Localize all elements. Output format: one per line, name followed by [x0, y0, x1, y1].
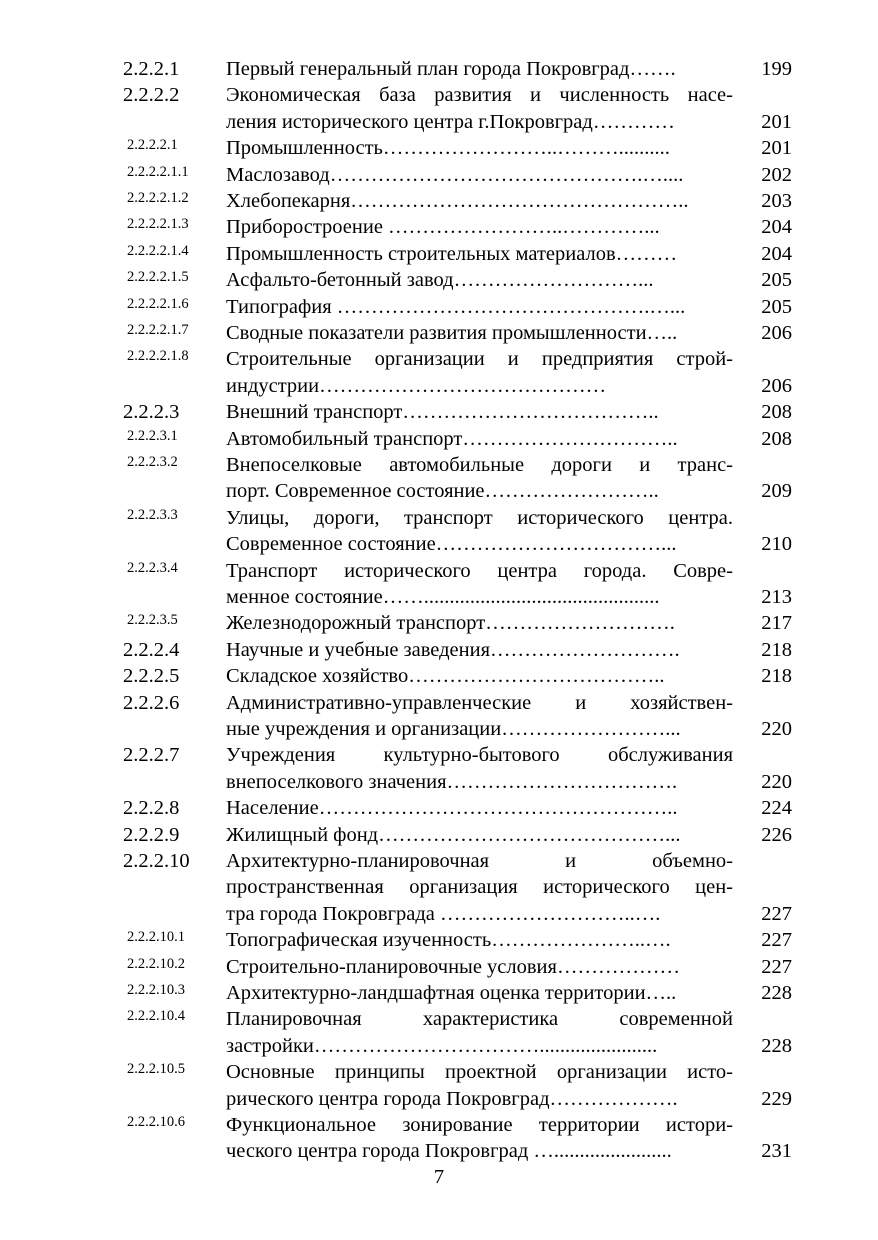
- toc-entry-title-line: Железнодорожный транспорт……………………….: [226, 612, 675, 635]
- toc-entry-number: 2.2.2.2.1.7: [127, 322, 189, 338]
- toc-entry-page: 227: [761, 955, 792, 978]
- toc-entry-title: [226, 610, 733, 636]
- toc-entry-title: [226, 742, 733, 795]
- toc-entry-title: [226, 320, 733, 346]
- toc-entry-page: 228: [761, 982, 792, 1004]
- toc-entry-title-line: Архитектурно-планировочная и объемно-: [226, 850, 733, 872]
- toc-entry-title: [226, 214, 733, 240]
- toc-entry-number: 2.2.2.2.1.3: [127, 216, 189, 233]
- toc-entry-title-line: Строительные организации и предприятия строй-: [226, 348, 733, 371]
- toc-entry-title-line: Строительно-планировочные условия………………: [226, 955, 680, 978]
- toc-entry-number: 2.2.2.2.1.2: [127, 190, 189, 206]
- toc-entry-page: 208: [761, 427, 792, 450]
- toc-entry-title-line: Внешний транспорт………………………………..: [226, 401, 659, 424]
- toc-entry-title: [226, 346, 733, 399]
- toc-entry-title-line: рического центра города Покровград……………….: [226, 1087, 678, 1110]
- toc-entry-title-line: Административно-управленческие и хозяйствен-: [226, 691, 733, 714]
- toc-entry-number: 2.2.2.10.5: [127, 1061, 185, 1078]
- toc-entry-page: 213: [761, 585, 792, 608]
- toc-entry-title-line: внепоселкового значения…………………………….: [226, 770, 678, 793]
- toc-entry-title: [226, 135, 733, 161]
- toc-entry-title: [226, 56, 733, 82]
- toc-entry-page: 203: [761, 190, 792, 212]
- toc-entry-page: 201: [761, 110, 792, 133]
- toc-entry-title-line: Научные и учебные заведения……………………….: [226, 638, 680, 661]
- toc-entry-number: 2.2.2.2.1.6: [127, 295, 189, 312]
- toc-entry-title-line: Архитектурно-ландшафтная оценка территории…..: [226, 982, 677, 1004]
- toc-entry-page: 210: [761, 533, 792, 556]
- toc-entry-title-line: Население……………………………………………..: [226, 797, 678, 820]
- toc-entry-page: 199: [761, 58, 792, 80]
- toc-entry-page: 204: [761, 216, 792, 239]
- toc-entry-number: 2.2.2.2.1.4: [127, 242, 189, 259]
- toc-entry-title: [226, 980, 733, 1006]
- toc-entry-number: 2.2.2.9: [123, 823, 180, 846]
- toc-entry-title-line: Типография ……………………………………….…...: [226, 295, 686, 318]
- toc-entry-title-line: Хлебопекарня…………………………………………..: [226, 190, 689, 212]
- toc-entry-title-line: Экономическая база развития и численность насе-: [226, 84, 733, 107]
- toc-entry-number: 2.2.2.3.4: [127, 559, 178, 576]
- toc-entry-page: 209: [761, 480, 792, 503]
- toc-entry-page: 205: [761, 295, 792, 318]
- toc-entry-title: [226, 848, 733, 927]
- toc-entry-title: [226, 637, 733, 663]
- toc-entry-number: 2.2.2.3: [123, 401, 180, 424]
- toc-entry-title: [226, 1006, 733, 1059]
- toc-entry-title-line: застройки…………………………….......................: [226, 1034, 658, 1057]
- toc-entry-page: 229: [761, 1087, 792, 1110]
- toc-entry-number: 2.2.2.3.2: [127, 454, 178, 470]
- toc-entry-page: 204: [761, 242, 792, 265]
- toc-entry-number: 2.2.2.2.1.1: [127, 163, 189, 180]
- page-number: 7: [433, 1166, 445, 1188]
- toc-entry-page: 220: [761, 717, 792, 740]
- toc-entry-title-line: тра города Покровграда ………………………..….: [226, 902, 661, 925]
- toc-entry-title-line: Современное состояние……………………………...: [226, 533, 677, 556]
- toc-entry-number: 2.2.2.2.1.8: [127, 348, 189, 365]
- toc-entry-number: 2.2.2.2.1: [127, 137, 178, 154]
- toc-entry-number: 2.2.2.4: [123, 638, 180, 661]
- toc-entry-number: 2.2.2.7: [123, 744, 180, 767]
- toc-entry-title: [226, 82, 733, 135]
- toc-entry-title-line: Функциональное зонирование территории истори-: [226, 1114, 733, 1136]
- toc-entry-number: 2.2.2.10.3: [127, 982, 185, 998]
- toc-entry-title-line: порт. Современное состояние……………………..: [226, 480, 659, 503]
- toc-entry-title-line: Автомобильный транспорт…………………………..: [226, 427, 678, 450]
- toc-entry-title-line: Основные принципы проектной организации исто-: [226, 1061, 733, 1084]
- toc-entry-title-line: Первый генеральный план города Покровград…….: [226, 58, 676, 80]
- toc-entry-title: [226, 426, 733, 452]
- toc-entry-number: 2.2.2.1: [123, 58, 180, 80]
- toc-entry-title-line: индустрии……………………………………: [226, 374, 607, 397]
- toc-entry-page: 227: [761, 902, 792, 925]
- toc-entry-title-line: ления исторического центра г.Покровград…………: [226, 110, 675, 133]
- toc-entry-title: [226, 927, 733, 953]
- toc-entry-title-line: Транспорт исторического центра города. Совре-: [226, 559, 733, 582]
- toc-entry-page: 206: [761, 322, 792, 344]
- toc-entry-page: 218: [761, 638, 792, 661]
- toc-entry-title-line: Внепоселковые автомобильные дороги и транс-: [226, 454, 733, 476]
- toc-entry-page: 208: [761, 401, 792, 424]
- toc-entry-page: 228: [761, 1034, 792, 1057]
- toc-entry-number: 2.2.2.3.1: [127, 427, 178, 444]
- toc-entry-title-line: ные учреждения и организации……………………...: [226, 717, 681, 740]
- toc-entry-title-line: менное состояние……..............................................: [226, 585, 660, 608]
- toc-entry-title-line: Жилищный фонд……………………………………...: [226, 823, 681, 846]
- toc-entry-title-line: Планировочная характеристика современной: [226, 1008, 733, 1031]
- toc-entry-number: 2.2.2.3.3: [127, 506, 178, 523]
- toc-entry-number: 2.2.2.2: [123, 84, 180, 107]
- toc-entry-title: [226, 294, 733, 320]
- toc-entry-title-line: Складское хозяйство………………………………..: [226, 665, 665, 688]
- toc-entry-title: [226, 1112, 733, 1165]
- toc-entry-title-line: Приборостроение ……………………..…………...: [226, 216, 660, 239]
- toc-entry-title: [226, 241, 733, 267]
- toc-entry-page: 201: [761, 137, 792, 160]
- toc-entry-number: 2.2.2.10: [123, 850, 190, 872]
- toc-entry-title-line: Улицы, дороги, транспорт исторического центра.: [226, 506, 733, 529]
- toc-entry-page: 226: [761, 823, 792, 846]
- toc-entry-number: 2.2.2.10.2: [127, 955, 185, 972]
- toc-entry-page: 202: [761, 163, 792, 186]
- toc-entry-title-line: Промышленность……………………..………..........: [226, 137, 670, 160]
- toc-entry-title: [226, 822, 733, 848]
- toc-entry-title-line: Маслозавод……………………………………….…....: [226, 163, 684, 186]
- toc-entry-title-line: Учреждения культурно-бытового обслуживания: [226, 744, 733, 767]
- toc-entry-title-line: Асфальто-бетонный завод………………………...: [226, 269, 654, 292]
- toc-entry-number: 2.2.2.2.1.5: [127, 269, 189, 286]
- toc-entry-title: [226, 558, 733, 611]
- toc-entry-page: 224: [761, 797, 792, 820]
- toc-entry-title-line: Сводные показатели развития промышленности…..: [226, 322, 678, 344]
- toc-entry-page: 231: [761, 1140, 792, 1163]
- toc-entry-title: [226, 162, 733, 188]
- toc-entry-title: [226, 399, 733, 425]
- toc-entry-title: [226, 267, 733, 293]
- toc-entry-number: 2.2.2.8: [123, 797, 180, 820]
- toc-entry-title: [226, 954, 733, 980]
- toc-entry-title-line: ческого центра города Покровград ….......................: [226, 1140, 672, 1163]
- toc-entry-title: [226, 690, 733, 743]
- toc-entry-page: 206: [761, 374, 792, 397]
- toc-entry-page: 220: [761, 770, 792, 793]
- toc-entry-title-line: пространственная организация исторического цен-: [226, 876, 733, 899]
- toc-entry-title: [226, 188, 733, 214]
- toc-entry-title: [226, 452, 733, 505]
- toc-entry-page: 218: [761, 665, 792, 688]
- toc-entry-number: 2.2.2.10.1: [127, 929, 185, 946]
- toc-entry-number: 2.2.2.3.5: [127, 612, 178, 629]
- toc-entry-title-line: Топографическая изученность…………………..….: [226, 929, 671, 952]
- toc-entry-title: [226, 1059, 733, 1112]
- toc-entry-number: 2.2.2.6: [123, 691, 180, 714]
- toc-entry-page: 227: [761, 929, 792, 952]
- toc-entry-title: [226, 663, 733, 689]
- toc-entry-title: [226, 505, 733, 558]
- toc-entry-number: 2.2.2.5: [123, 665, 180, 688]
- toc-entry-title-line: Промышленность строительных материалов………: [226, 242, 678, 265]
- toc-entry-number: 2.2.2.10.4: [127, 1008, 185, 1025]
- toc-entry-title: [226, 795, 733, 821]
- toc-entry-page: 217: [761, 612, 792, 635]
- toc-entry-number: 2.2.2.10.6: [127, 1114, 185, 1130]
- toc-entry-page: 205: [761, 269, 792, 292]
